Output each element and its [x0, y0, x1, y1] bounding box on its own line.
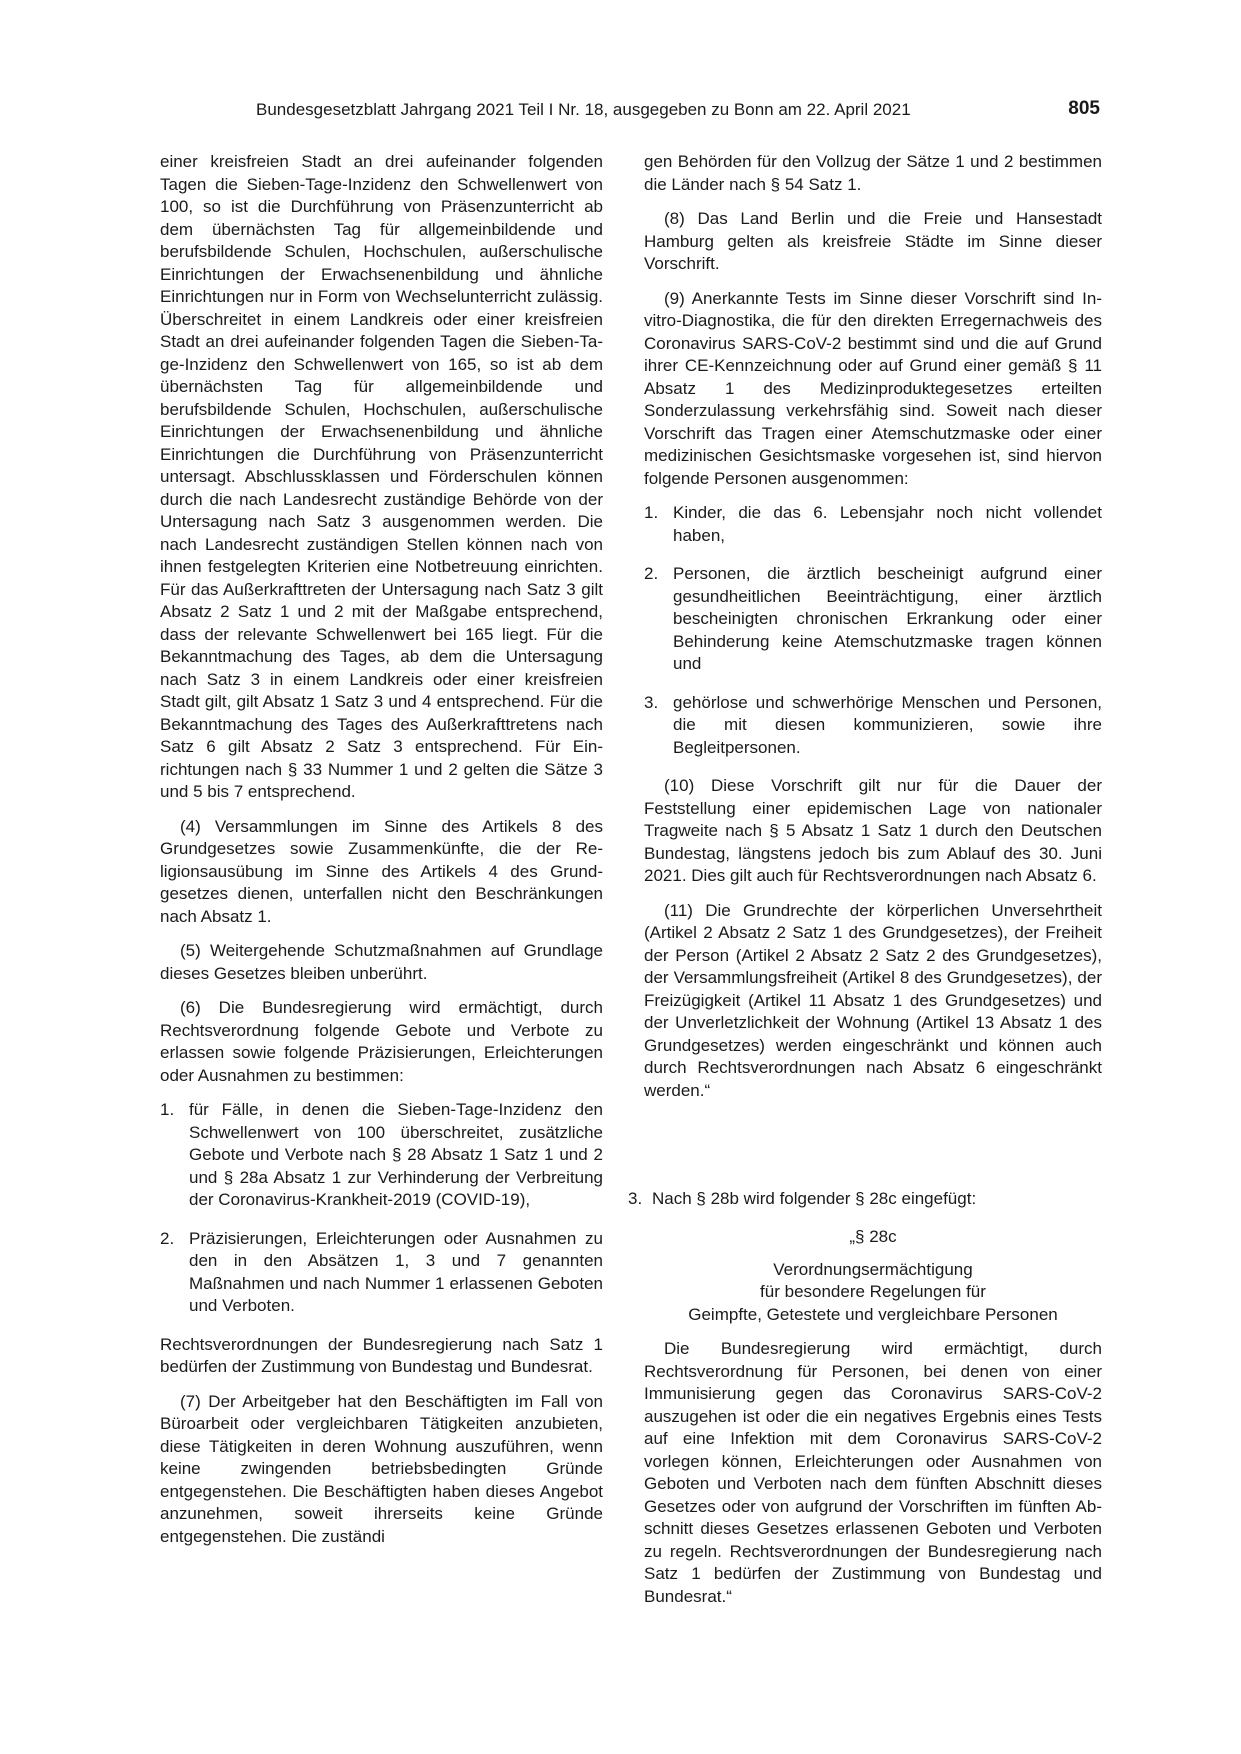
page-header: [160, 98, 1100, 124]
paragraph-11: (11) Die Grundrechte der körperlichen Unversehrtheit (Artikel 2 Absatz 2 Satz 1 des Grundgesetzes), der Freiheit der Person (Artikel 2 Absatz 2 Satz 2 des Grundgesetzes), der Versammlungsfreiheit (Artikel 8 des Grundgesetzes), der Freizügigkeit (Artikel 11 Absatz 1 des Grundgesetzes) und der Unverletzlichkeit der Wohnung (Artikel 13 Absatz 1 des Grundgesetzes) werden eingeschränkt und können auch durch Rechtsverordnungen nach Absatz 6 eingeschränkt werden.“: [644, 900, 1102, 1100]
paragraph-6-closing: Rechtsverordnungen der Bundesregierung nach Satz 1 bedürfen der Zustimmung von Bundestag und Bundesrat.: [160, 1334, 603, 1376]
paragraph-4: (4) Versammlungen im Sinne des Artikels 8 des Grundgesetzes sowie Zusammenkünfte, die der Religionsausübung im Sinne des Artikels 4 des Grundgesetzes dienen, unterfallen nicht den Beschränkungen nach Absatz 1.: [160, 816, 603, 926]
paragraph-7-continued: gen Behörden für den Vollzug der Sätze 1 und 2 bestimmen die Länder nach § 54 Satz 1.: [644, 152, 1102, 194]
list-item-text: Personen, die ärztlich bescheinigt aufgrund einer gesundheitlichen Beeinträchtigung, einer ärztlich bescheinigten chronischen Erkrankung oder einer Behinderung keine Atemschutzmaske tragen können und: [673, 564, 1102, 673]
section-title-line: Verordnungsermächtigung: [773, 1259, 973, 1279]
amendment-list: [628, 1188, 1102, 1211]
list-item-text: Kinder, die das 6. Lebensjahr noch nicht vollendet haben,: [673, 503, 1102, 545]
paragraph-9: (9) Anerkannte Tests im Sinne dieser Vorschrift sind In-vitro-Diagnostika, die für den direkten Erregernachweis des Coronavirus SARS-CoV-2 bestimmt sind und die auf Grund ihrer CE-Kennzeichnung oder auf Grund einer gemäß § 11 Absatz 1 des Medizinproduktegesetzes erteilten Sonderzulassung verkehrsfähig sind. Soweit nach dieser Vorschrift das Tragen einer Atemschutzmaske oder einer medizinischen Gesichtsmaske vorgesehen ist, sind hiervon folgende Personen ausgenommen:: [644, 288, 1102, 488]
paragraph-6-list: [160, 1099, 603, 1318]
section-title-line: für besondere Regelungen für: [760, 1282, 986, 1301]
list-item: [644, 502, 1102, 547]
list-item: [160, 1099, 603, 1212]
list-item-text: gehörlose und schwerhörige Menschen und Personen, die mit diesen kommunizieren, sowie ihre Begleitpersonen.: [673, 692, 1102, 757]
list-item: [644, 692, 1102, 760]
list-item-text: für Fälle, in denen die Sieben-Tage-Inzidenz den Schwellenwert von 100 überschreitet, zusätzliche Gebote und Verbote nach § 28 Absatz 1 Satz 1 und 2 und § 28a Absatz 1 zur Verhinderung der Verbreitung der Coronavirus-Krankheit-2019 (COVID-19),: [189, 1100, 603, 1209]
paragraph-7: (7) Der Arbeitgeber hat den Beschäftigten im Fall von Büroarbeit oder vergleichbaren Tätigkeiten anzubieten, diese Tätigkeiten in deren Wohnung auszuführen, wenn keine zwingenden betriebsbedingten Gründe entgegenstehen. Die Beschäftigten haben dieses Angebot anzunehmen, soweit ihrerseits keine Gründe entgegenstehen. Die zuständi: [160, 1391, 603, 1546]
list-item-text: Nach § 28b wird folgender § 28c eingefügt:: [652, 1189, 977, 1208]
list-item-text: Präzisierungen, Erleichterungen oder Ausnahmen zu den in den Absätzen 1, 3 und 7 genannten Maßnahmen und nach Nummer 1 erlassenen Geboten und Verboten.: [189, 1228, 603, 1315]
list-item: [628, 1188, 1102, 1211]
page-number: 805: [1068, 98, 1100, 119]
list-item-number: 2.: [160, 1228, 175, 1248]
list-item: [644, 563, 1102, 676]
running-header: Bundesgesetzblatt Jahrgang 2021 Teil I Nr. 18, ausgegeben zu Bonn am 22. April 2021: [256, 100, 911, 119]
section-number: „§ 28c: [849, 1227, 897, 1246]
list-item-number: 3.: [628, 1189, 643, 1208]
paragraph-3-continued: einer kreisfreien Stadt an drei aufeinander folgenden Tagen die Sieben-Tage-Inzidenz den Schwellenwert von 100, so ist die Durchführung von Präsenzunterricht ab dem übernächsten Tag für allgemeinbildende und berufsbildende Schulen, Hochschulen, außerschulische Einrichtungen der Erwachsenenbildung und ähnliche Einrichtungen nur in Form von Wechselunterricht zulässig. Überschreitet in einem Landkreis oder einer kreisfreien Stadt an drei aufeinander folgenden Tagen die Sieben-Tage-Inzidenz den Schwellenwert von 165, so ist ab dem übernächsten Tag für allgemeinbildende und berufsbildende Schulen, Hochschulen, außerschulische Einrichtungen der Erwachsenenbildung und ähnliche Einrichtungen die Durchführung von Präsenzunterricht untersagt. Abschlussklassen und Förderschulen können durch die nach Landesrecht zuständige Behörde von der Untersagung nach Satz 3 ausgenommen werden. Die nach Landesrecht zuständigen Stellen können nach von ihnen festgelegten Kriterien eine Notbetreuung einrichten. Für das Außerkrafttreten der Untersagung nach Satz 3 gilt Absatz 2 Satz 1 und 2 mit der Maßgabe entsprechend, dass der relevante Schwellenwert bei 165 liegt. Für die Bekanntmachung des Tages, ab dem die Untersagung nach Satz 3 in einem Landkreis oder einer kreisfreien Stadt gilt, gilt Absatz 1 Satz 3 und 4 entsprechend. Für die Bekanntmachung des Tages des Außerkrafttretens nach Satz 6 gilt Absatz 2 Satz 3 entsprechend. Für Einrichtungen nach § 33 Nummer 1 und 2 gelten die Sätze 3 und 5 bis 7 entsprechend.: [160, 152, 603, 801]
list-item: [160, 1228, 603, 1318]
left-column: [160, 151, 603, 1560]
paragraph-10: (10) Diese Vorschrift gilt nur für die Dauer der Feststellung einer epidemischen Lage von nationaler Tragweite nach § 5 Absatz 1 Satz 1 durch den Deutschen Bundestag, längstens jedoch bis zum Ablauf des 30. Juni 2021. Dies gilt auch für Rechtsverordnungen nach Absatz 6.: [644, 776, 1102, 885]
paragraph-9-list: [644, 502, 1102, 759]
list-item-number: 3.: [644, 692, 659, 712]
paragraph-5: (5) Weitergehende Schutzmaßnahmen auf Grundlage dieses Gesetzes bleiben unberührt.: [160, 941, 603, 983]
list-item-number: 2.: [644, 564, 659, 583]
list-item-number: 1.: [160, 1100, 175, 1119]
paragraph-6: (6) Die Bundesregierung wird ermächtigt, durch Rechtsverordnung folgende Gebote und Verbote zu erlassen sowie folgende Präzisierungen, Erleichterungen oder Ausnahmen zu bestimmen:: [160, 998, 603, 1085]
new-section-28c: [644, 1226, 1102, 1620]
section-title: [644, 1259, 1102, 1327]
section-body: Die Bundesregierung wird ermächtigt, durch Rechtsverordnung für Personen, bei denen von einer Immunisierung gegen das Coronavirus SARS-CoV-2 auszugehen ist oder die ein negatives Ergebnis eines Tests auf eine Infektion mit dem Coronavirus SARS-CoV-2 vorlegen können, Erleichterungen oder Ausnahmen von Geboten und Verboten nach dem fünften Abschnitt dieses Gesetzes oder von aufgrund der Vorschriften im fünften Abschnitt dieses Gesetzes erlassenen Geboten und Verboten zu regeln. Rechtsverordnungen der Bundesregierung nach Satz 1 bedürfen der Zustimmung von Bundestag und Bundesrat.“: [644, 1339, 1102, 1606]
section-title-line: Geimpfte, Getestete und vergleichbare Personen: [688, 1304, 1058, 1324]
list-item-number: 1.: [644, 503, 659, 522]
amendment-item-3: [628, 1188, 1102, 1227]
paragraph-8: (8) Das Land Berlin und die Freie und Hansestadt Hamburg gelten als kreisfreie Städte im Sinne dieser Vorschrift.: [644, 209, 1102, 273]
right-column: [644, 151, 1102, 1114]
